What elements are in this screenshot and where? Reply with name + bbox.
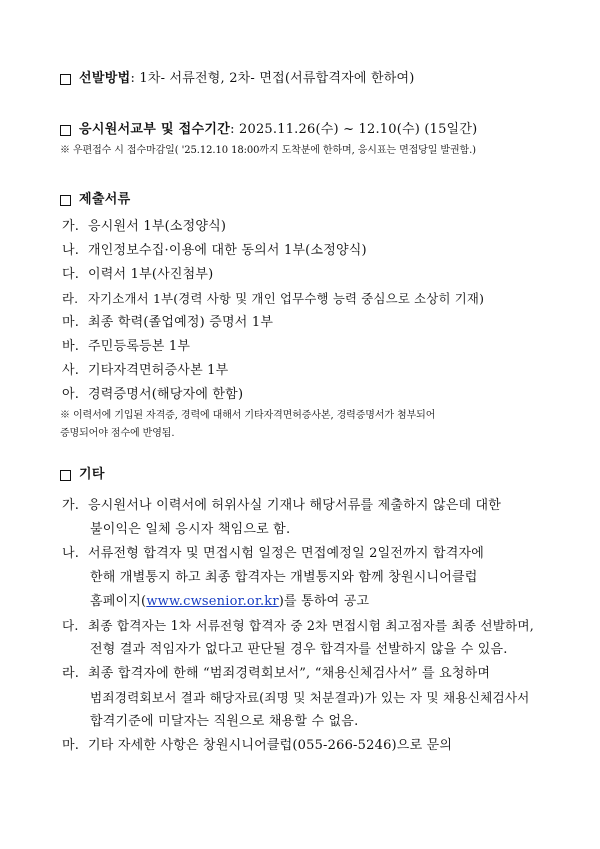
checkbox-square-icon	[60, 470, 71, 481]
list-item-continuation: 한해 개별통지 하고 최종 합격자는 개별통지와 함께 창원시니어클럽	[90, 570, 478, 585]
list-item: 가. 응시원서나 이력서에 허위사실 기재나 해당서류를 제출하지 않은데 대한	[62, 498, 502, 513]
postal-note: ※ 우편접수 시 접수마감일( '25.12.10 18:00까지 도착분에 한하며, 응시표는 면접당일 발권함.)	[60, 145, 476, 156]
documents-note-line2: 증명되어야 점수에 반영됨.	[60, 428, 175, 439]
list-item: 라. 자기소개서 1부(경력 사항 및 개인 업무수행 능력 중심으로 소상히 기재)	[62, 291, 485, 306]
list-item: 가. 응시원서 1부(소정양식)	[62, 219, 227, 234]
list-item: 사. 기타자격면허증사본 1부	[62, 363, 229, 378]
checkbox-square-icon	[60, 195, 71, 206]
other-label: 기타	[79, 467, 105, 482]
application-period-label: 응시원서교부 및 접수기간	[79, 122, 231, 137]
list-item: 나. 개인정보수집·이용에 대한 동의서 1부(소정양식)	[62, 243, 367, 258]
list-item-continuation: 합격기준에 미달자는 직원으로 채용할 수 없음.	[90, 714, 359, 729]
checkbox-square-icon	[60, 125, 71, 136]
selection-method-label: 선발방법	[79, 71, 131, 86]
list-item-continuation: 전형 결과 적임자가 없다고 판단될 경우 합격자를 선발하지 않을 수 있음.	[90, 642, 508, 657]
list-item: 다. 최종 합격자는 1차 서류전형 합격자 중 2차 면접시험 최고점자를 최종 선발하며,	[62, 618, 534, 633]
checkbox-square-icon	[60, 74, 71, 85]
other-heading	[60, 466, 105, 484]
application-period-text: : 2025.11.26(수) ~ 12.10(수) (15일간)	[230, 122, 478, 137]
selection-method-text: : 1차- 서류전형, 2차- 면접(서류합격자에 한하여)	[130, 71, 415, 86]
list-item: 나. 서류전형 합격자 및 면접시험 일정은 면접예정일 2일전까지 합격자에	[62, 546, 485, 561]
list-item: 아. 경력증명서(해당자에 한함)	[62, 387, 244, 402]
list-item: 마. 최종 학력(졸업예정) 증명서 1부	[62, 315, 274, 330]
list-item-continuation: 범죄경력회보서 결과 해당자료(죄명 및 처분결과)가 있는 자 및 채용신체검사서	[90, 690, 530, 705]
list-item-continuation: 불이익은 일체 응시자 책임으로 함.	[90, 522, 291, 537]
selection-method-heading	[60, 70, 415, 88]
list-item: 바. 주민등록등본 1부	[62, 339, 191, 354]
homepage-link[interactable]: www.cwsenior.or.kr	[146, 594, 279, 609]
documents-label: 제출서류	[79, 192, 131, 207]
list-item: 마. 기타 자세한 사항은 창원시니어클럽(055-266-5246)으로 문의	[62, 738, 453, 753]
list-item: 라. 최종 합격자에 한해 “범죄경력회보서”, “채용신체검사서” 를 요청하며	[62, 666, 491, 681]
documents-heading	[60, 191, 130, 209]
application-period-heading	[60, 121, 477, 139]
list-item: 다. 이력서 1부(사진첨부)	[62, 267, 214, 282]
list-item-continuation: 홈페이지(www.cwsenior.or.kr)를 통하여 공고	[90, 594, 370, 609]
documents-note-line1: ※ 이력서에 기입된 자격증, 경력에 대해서 기타자격면허증사본, 경력증명서가 첨부되어	[60, 410, 436, 421]
